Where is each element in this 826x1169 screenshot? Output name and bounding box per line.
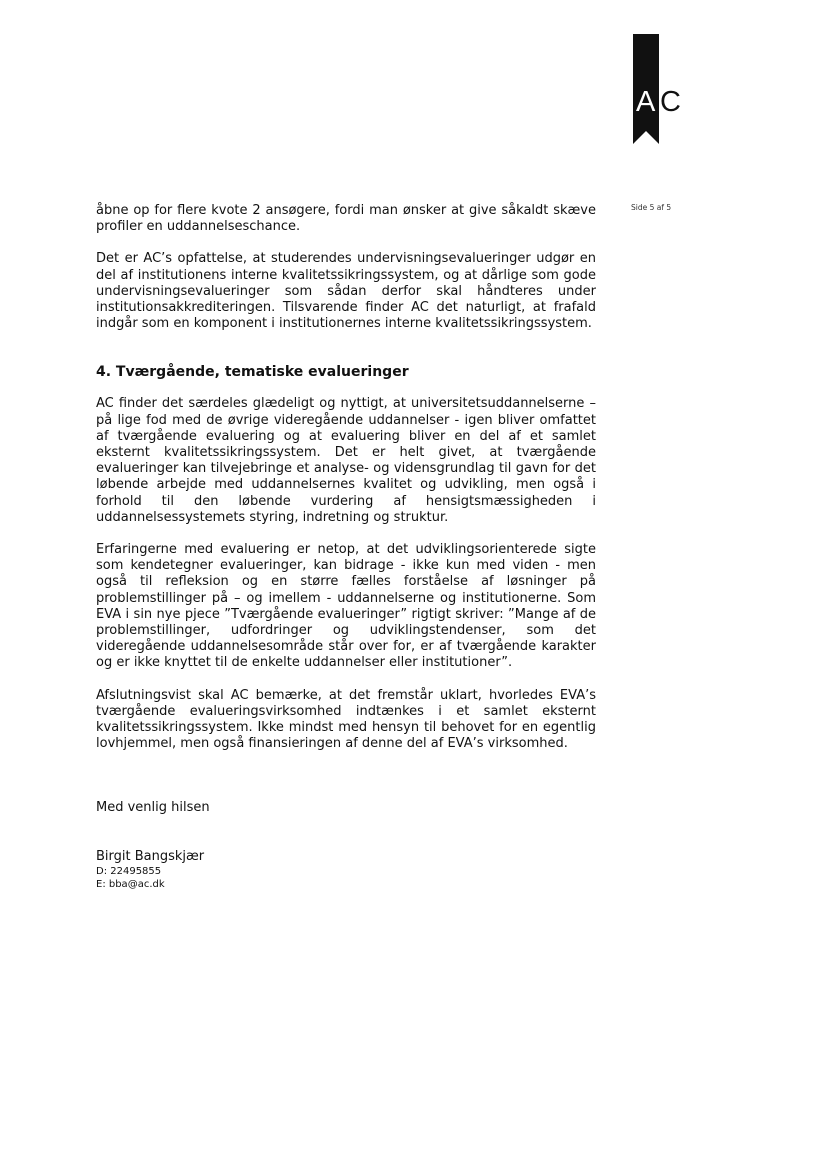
signature-name: Birgit Bangskjær [96,849,205,864]
page-indicator: Side 5 af 5 [631,203,672,212]
paragraph-intro-1: åbne op for flere kvote 2 ansøgere, fordi man ønsker at give såkaldt skæve profiler en uddannelseschance. [96,203,596,235]
section-paragraph-3: Afslutningsvist skal AC bemærke, at det fremstår uklart, hvorledes EVA’s tværgående evalueringsvirksomhed indtænkes i et samlet eksternt kvalitetssikringssystem. Ikke mindst med hensyn til behovet for en egentlig lovhjemmel, men også finansieringen af denne del af EVA’s virksomhed. [96,687,596,752]
section-paragraph-1: AC finder det særdeles glædeligt og nyttigt, at universitetsuddannelserne – på lige fod med de øvrige videregående uddannelser - igen bliver omfattet af tværgående evaluering og at evaluering bliver en del af et samlet eksternt kvalitetssikringssystem. Det er helt givet, at tværgående evalueringer kan tilvejebringe et analyse- og vidensgrundlag til gavn for det løbende arbejde med uddannelsernes kvalitet og udvikling, men også i forhold til den løbende vurdering af hensigtsmæssigheden i uddannelsessystemets styring, indretning og struktur. [96,396,596,525]
letter-body [96,203,596,752]
closing-salutation: Med venlig hilsen [96,800,210,815]
signature-block [96,849,204,891]
section-paragraph-2: Erfaringerne med evaluering er netop, at det udviklingsorienterede sigte som kendetegner evalueringer, kan bidrage - ikke kun med viden - men også til refleksion og en større fælles forståelse af løsninger på problemstillinger på – og imellem - uddannelserne og institutionerne. Som EVA i sin nye pjece ”Tværgående evalueringer” rigtigt skriver: ”Mange af de problemstillinger, udfordringer og udviklingstendenser, som det videregående uddannelsesområde står over for, er af tværgående karakter og er ikke knyttet til de enkelte uddannelser eller institutioner”. [96,542,596,671]
section-heading: 4. Tværgående, tematiske evalueringer [96,364,409,381]
signature-phone: D: 22495855 [96,866,162,877]
logo-letter-a: A [636,86,656,118]
paragraph-intro-2: Det er AC’s opfattelse, at studerendes undervisningsevalueringer udgør en del af institutionens interne kvalitetssikringssystem, og at dårlige som gode undervisningsevalueringer som sådan derfor skal håndteres under institutionsakkrediteringen. Tilsvarende finder AC det naturligt, at frafald indgår som en komponent i institutionernes interne kvalitetssikringssystem. [96,251,596,332]
signature-email: E: bba@ac.dk [96,879,165,890]
logo-letter-c: C [660,86,681,118]
